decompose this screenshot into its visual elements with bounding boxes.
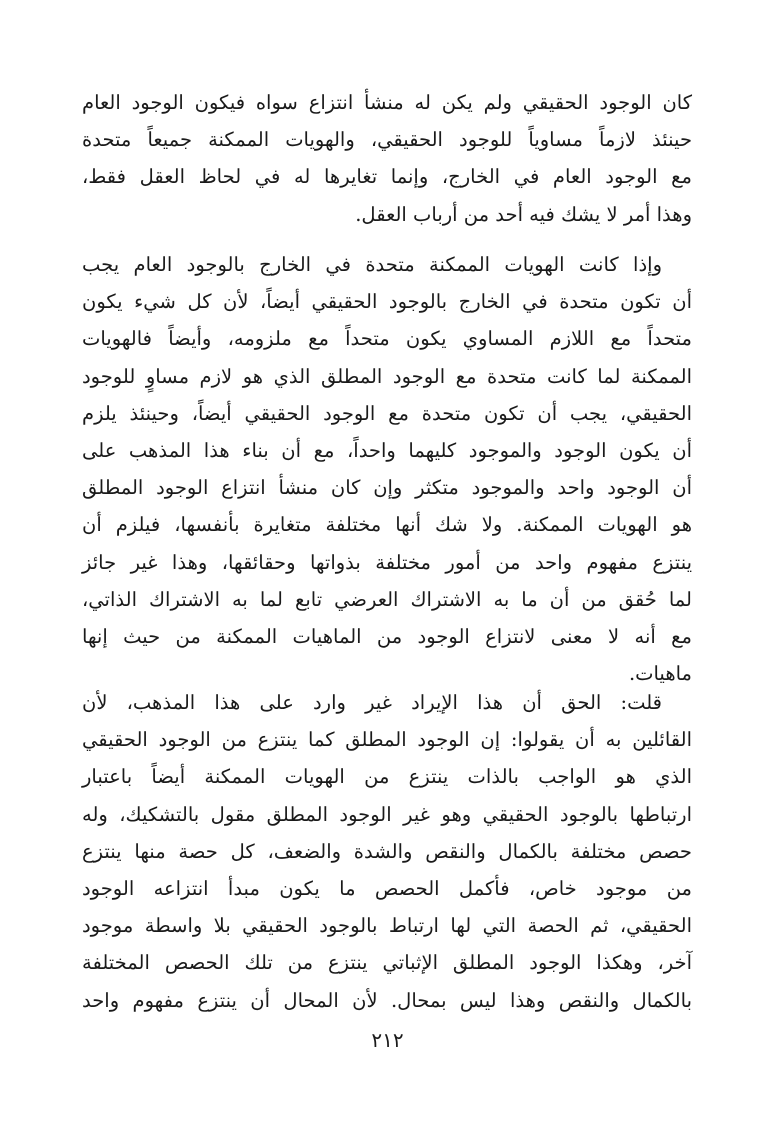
text-line: حينئذ لازماً مساوياً للوجود الحقيقي، والهويات الممكنة جميعاً متحدة bbox=[82, 128, 692, 152]
text-line: متحداً مع اللازم المساوي يكون متحداً مع ملزومه، وأيضاً فالهويات bbox=[82, 327, 692, 351]
text-line: مع أنه لا معنى لانتزاع الوجود من الماهيات الممكنة من حيث إنها bbox=[82, 625, 692, 649]
text-line: ماهيات. bbox=[628, 662, 692, 686]
paragraph-3 bbox=[82, 684, 692, 1019]
text-line: وهذا أمر لا يشك فيه أحد من أرباب العقل. bbox=[355, 202, 692, 226]
text-line: حصص مختلفة بالكمال والنقص والشدة والضعف، كل حصة منها ينتزع bbox=[82, 839, 692, 863]
text-line: الحقيقي، يجب أن تكون متحدة مع الوجود الحقيقي أيضاً، وحينئذ يلزم bbox=[82, 401, 692, 425]
text-line: أن الوجود واحد والموجود متكثر وإن كان منشأ انتزاع الوجود المطلق bbox=[82, 476, 692, 500]
text-line: لما حُقق من أن ما به الاشتراك العرضي تابع لما به الاشتراك الذاتي، bbox=[82, 587, 692, 611]
text-line: من موجود خاص، فأكمل الحصص ما يكون مبدأ انتزاعه الوجود bbox=[82, 877, 692, 901]
text-line: وإذا كانت الهويات الممكنة متحدة في الخارج بالوجود العام يجب bbox=[82, 253, 662, 276]
text-line: قلت: الحق أن هذا الإيراد غير وارد على هذا المذهب، لأن bbox=[82, 691, 662, 714]
text-line: هو الهويات الممكنة. ولا شك أنها مختلفة متغايرة بأنفسها، فيلزم أن bbox=[82, 513, 692, 537]
text-line: أن تكون متحدة في الخارج بالوجود الحقيقي أيضاً، لأن كل شيء يكون bbox=[82, 290, 692, 314]
text-line: ينتزع مفهوم واحد من أمور مختلفة بذواتها وحقائقها، وهذا غير جائز bbox=[82, 550, 692, 574]
text-line: ارتباطها بالوجود الحقيقي وهو غير الوجود المطلق مقول بالتشكيك، وله bbox=[82, 802, 692, 826]
text-line: أن يكون الوجود والموجود كليهما واحداً، مع أن بناء هذا المذهب على bbox=[82, 439, 692, 463]
text-line: القائلين به أن يقولوا: إن الوجود المطلق كما ينتزع من الوجود الحقيقي bbox=[82, 728, 692, 752]
text-line: كان الوجود الحقيقي ولم يكن له منشأ انتزاع سواه فيكون الوجود العام bbox=[82, 91, 692, 114]
page-number: ٢١٢ bbox=[371, 1028, 404, 1052]
paragraph-2 bbox=[82, 246, 692, 692]
text-line: الممكنة لما كانت متحدة مع الوجود المطلق الذي هو لازم مساوٍ للوجود bbox=[82, 364, 692, 388]
text-line: الذي هو الواجب بالذات ينتزع من الهويات الممكنة أيضاً باعتبار bbox=[82, 765, 692, 789]
text-line: مع الوجود العام في الخارج، وإنما تغايرها له في لحاظ العقل فقط، bbox=[82, 165, 692, 189]
text-line: آخر، وهكذا الوجود المطلق الإثباتي ينتزع من تلك الحصص المختلفة bbox=[82, 951, 692, 975]
text-line: بالكمال والنقص وهذا ليس بمحال. لأن المحال أن ينتزع مفهوم واحد bbox=[82, 988, 692, 1012]
paragraph-1 bbox=[82, 84, 692, 233]
text-line: الحقيقي، ثم الحصة التي لها ارتباط بالوجود الحقيقي بلا واسطة موجود bbox=[82, 914, 692, 938]
